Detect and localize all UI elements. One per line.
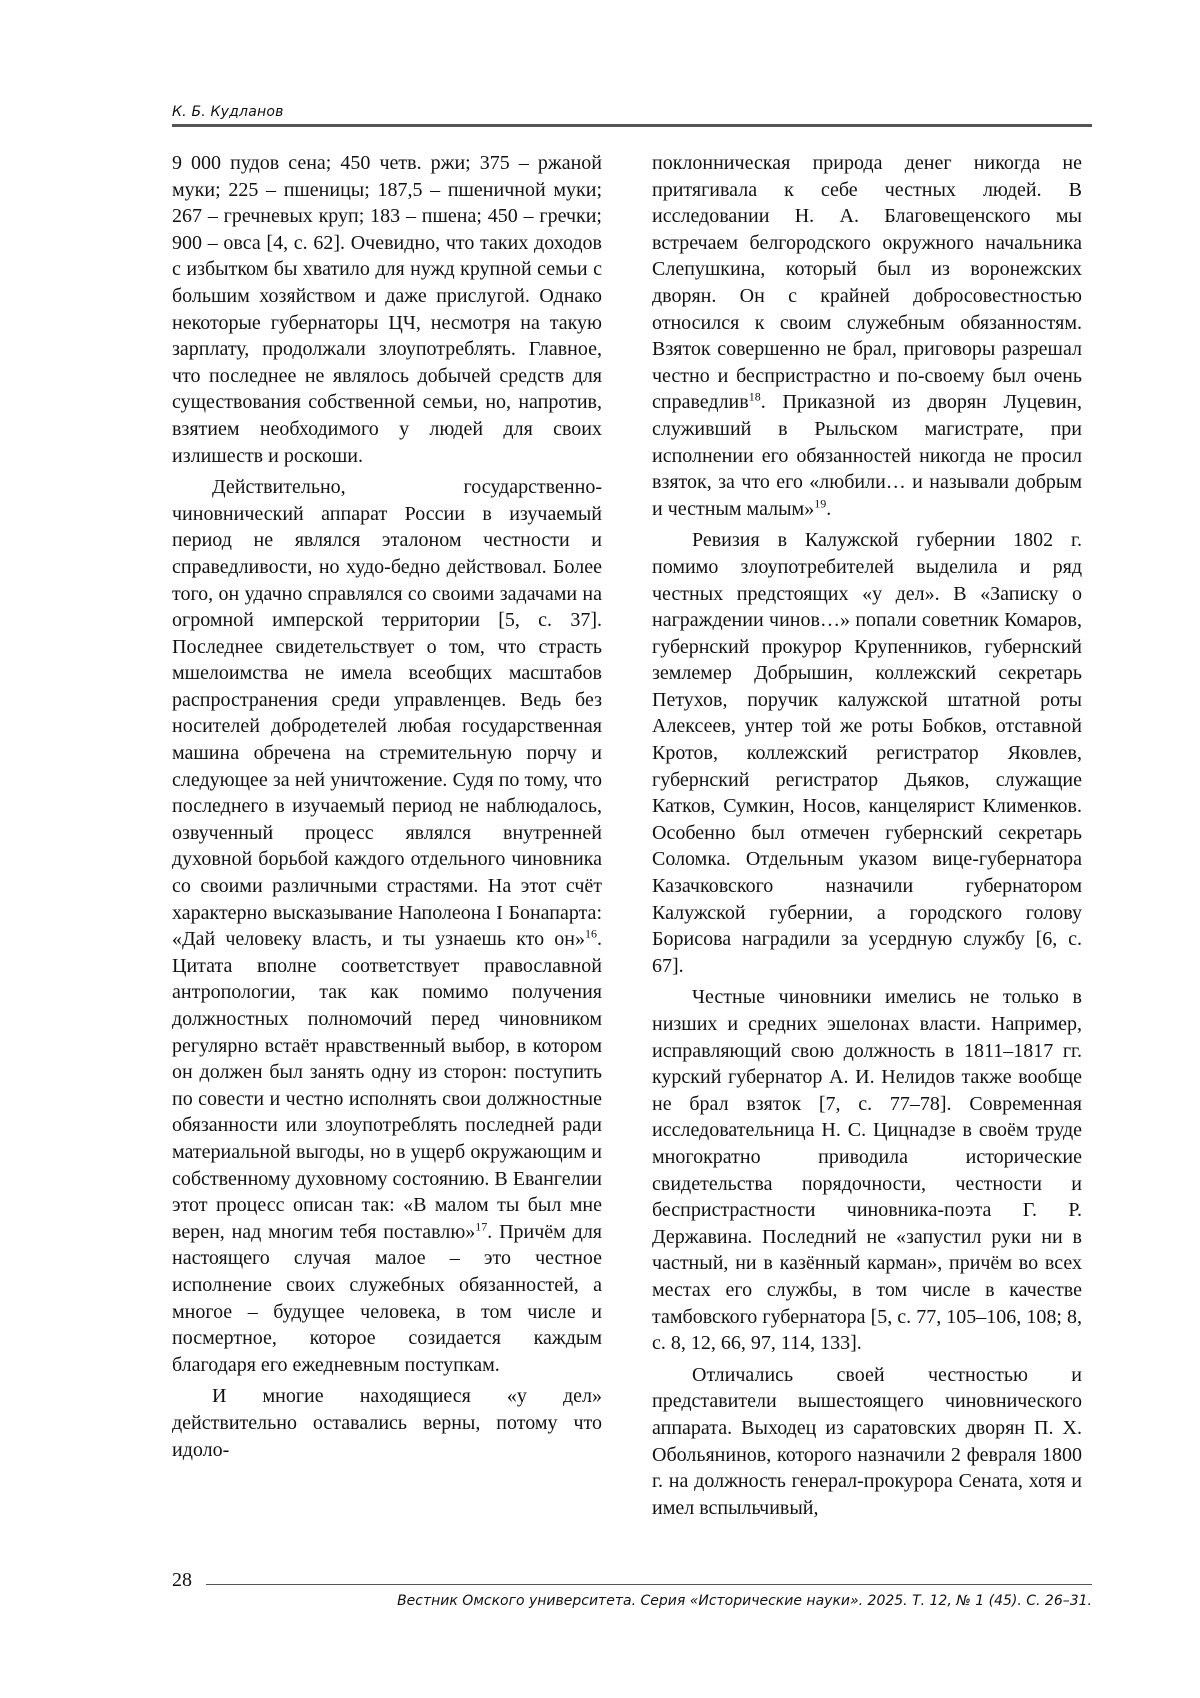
paragraph xyxy=(652,527,1082,979)
paragraph xyxy=(652,1362,1082,1522)
paragraph-text: Честные чиновники имелись не только в низших и средних эшелонах власти. Например, исправляющий свою должность в 1811–1817 гг. курский губернатор А. И. Нелидов также вообще не брал взяток [7, с. 77–78]. Современная исследовательница Н. С. Цицнадзе в своём труде многократно приводила исторические свидетельства порядочности, честности и беспристрастности чиновника-поэта Г. Р. Державина. Последний не «запустил руки ни в частный, ни в казённый карман», причём во всех местах его службы, в том числе в качестве тамбовского губернатора [5, с. 77, 105–106, 108; 8, с. 8, 12, 66, 97, 114, 133]. xyxy=(652,986,1082,1355)
page-number: 28 xyxy=(172,1569,192,1591)
journal-citation: Вестник Омского университета. Серия «Исторические науки». 2025. Т. 12, № 1 (45). С. 26–31. xyxy=(397,1593,1092,1609)
header-rule xyxy=(172,124,1092,127)
footnote-ref[interactable]: 16 xyxy=(585,926,597,941)
paragraph xyxy=(172,150,602,469)
paragraph-text: . xyxy=(826,497,832,520)
right-column xyxy=(652,150,1082,1521)
paragraph-text: 9 000 пудов сена; 450 четв. ржи; 375 – ржаной муки; 225 – пшеницы; 187,5 – пшеничной муки; 267 – гречневых круп; 183 – пшена; 450 – гречки; 900 – овса [4, с. 62]. Очевидно, что таких доходов с избытком бы хватило для нужд крупной семьи с большим хозяйством и даже прислугой. Однако некоторые губернаторы ЦЧ, несмотря на такую зарплату, продолжали злоупотреблять. Главное, что последнее не являлось добычей средств для существования собственной семьи, но, напротив, взятием необходимого у людей для своих излишеств и роскоши. xyxy=(172,152,602,467)
paragraph xyxy=(652,150,1082,522)
paragraph-text: Действительно, государственно-чиновнический аппарат России в изучаемый период не являлся эталоном честности и справедливости, но худо-бедно действовал. Более того, он удачно справлялся со своими задачами на огромной имперской территории [5, с. 37]. Последнее свидетельствует о том, что страсть мшелоимства не имела всеобщих масштабов распространения среди управленцев. Ведь без носителей добродетелей любая государственная машина обречена на стремительную порчу и следующее за ней уничтожение. Судя по тому, что последнего в изучаемый период не наблюдалось, озвученный процесс являлся внутренней духовной борьбой каждого отдельного чиновника со своими различными страстями. На этот счёт характерно высказывание Наполеона I Бонапарта: «Дай человеку власть, и ты узнаешь кто он» xyxy=(172,476,602,951)
footer-rule xyxy=(206,1584,1092,1585)
footnote-ref[interactable]: 18 xyxy=(748,389,761,404)
paragraph-text: Ревизия в Калужской губернии 1802 г. помимо злоупотребителей выделила и ряд честных предстоящих «у дел». В «Записку о награждении чинов…» попали советник Комаров, губернский прокурор Крупенников, губернский землемер Добрышин, коллежский секретарь Петухов, поручик калужской штатной роты Алексеев, унтер той же роты Бобков, отставной Кротов, коллежский регистратор Яковлев, губернский регистратор Дьяков, служащие Катков, Сумкин, Носов, канцелярист Клименков. Особенно был отмечен губернский секретарь Соломка. Отдельным указом вице-губернатора Казачковского назначили губернатором Калужской губернии, а городского голову Борисова наградили за усердную службу [6, с. 67]. xyxy=(652,529,1082,977)
paragraph-text: . Приказной из дворян Луцевин, служивший в Рыльском магистрате, при исполнении его обязанностей никогда не просил взяток, за что его «любили… и называли добрым и честным малым» xyxy=(652,391,1082,520)
paragraph-text: И многие находящиеся «у дел» действительно оставались верны, потому что идоло- xyxy=(172,1385,602,1461)
paragraph-text: Отличались своей честностью и представители вышестоящего чиновнического аппарата. Выходец из саратовских дворян П. Х. Обольянинов, которого назначили 2 февраля 1800 г. на должность генерал-прокурора Сената, хотя и имел вспыльчивый, xyxy=(652,1363,1082,1519)
footnote-ref[interactable]: 19 xyxy=(814,496,827,511)
paragraph xyxy=(172,1383,602,1463)
footnote-ref[interactable]: 17 xyxy=(475,1219,488,1234)
paragraph-text: . Цитата вполне соответствует православной антропологии, так как помимо получения должностных полномочий перед чиновником регулярно встаёт нравственный выбор, в котором он должен был занять одну из сторон: поступить по совести и честно исполнять свои должностные обязанности или злоупотреблять последней ради материальной выгоды, но в ущерб окружающим и собственному духовному состоянию. В Евангелии этот процесс описан так: «В малом ты был мне верен, над многим тебя поставлю» xyxy=(172,928,602,1243)
left-column xyxy=(172,150,602,1463)
paragraph xyxy=(172,474,602,1378)
paragraph-text: поклонническая природа денег никогда не притягивала к себе честных людей. В исследовании Н. А. Благовещенского мы встречаем белгородского окружного начальника Слепушкина, который был из воронежских дворян. Он с крайней добросовестностью относился к своим служебным обязанностям. Взяток совершенно не брал, приговоры разрешал честно и беспристрастно и по-своему был очень справедлив xyxy=(652,152,1082,414)
paragraph xyxy=(652,984,1082,1356)
running-head-author: К. Б. Кудланов xyxy=(172,104,284,120)
paragraph-text: . Причём для настоящего случая малое – это честное исполнение своих служебных обязанностей, а многое – будущее человека, в том числе и посмертное, которое созидается каждым благодаря его ежедневным поступкам. xyxy=(172,1220,603,1376)
